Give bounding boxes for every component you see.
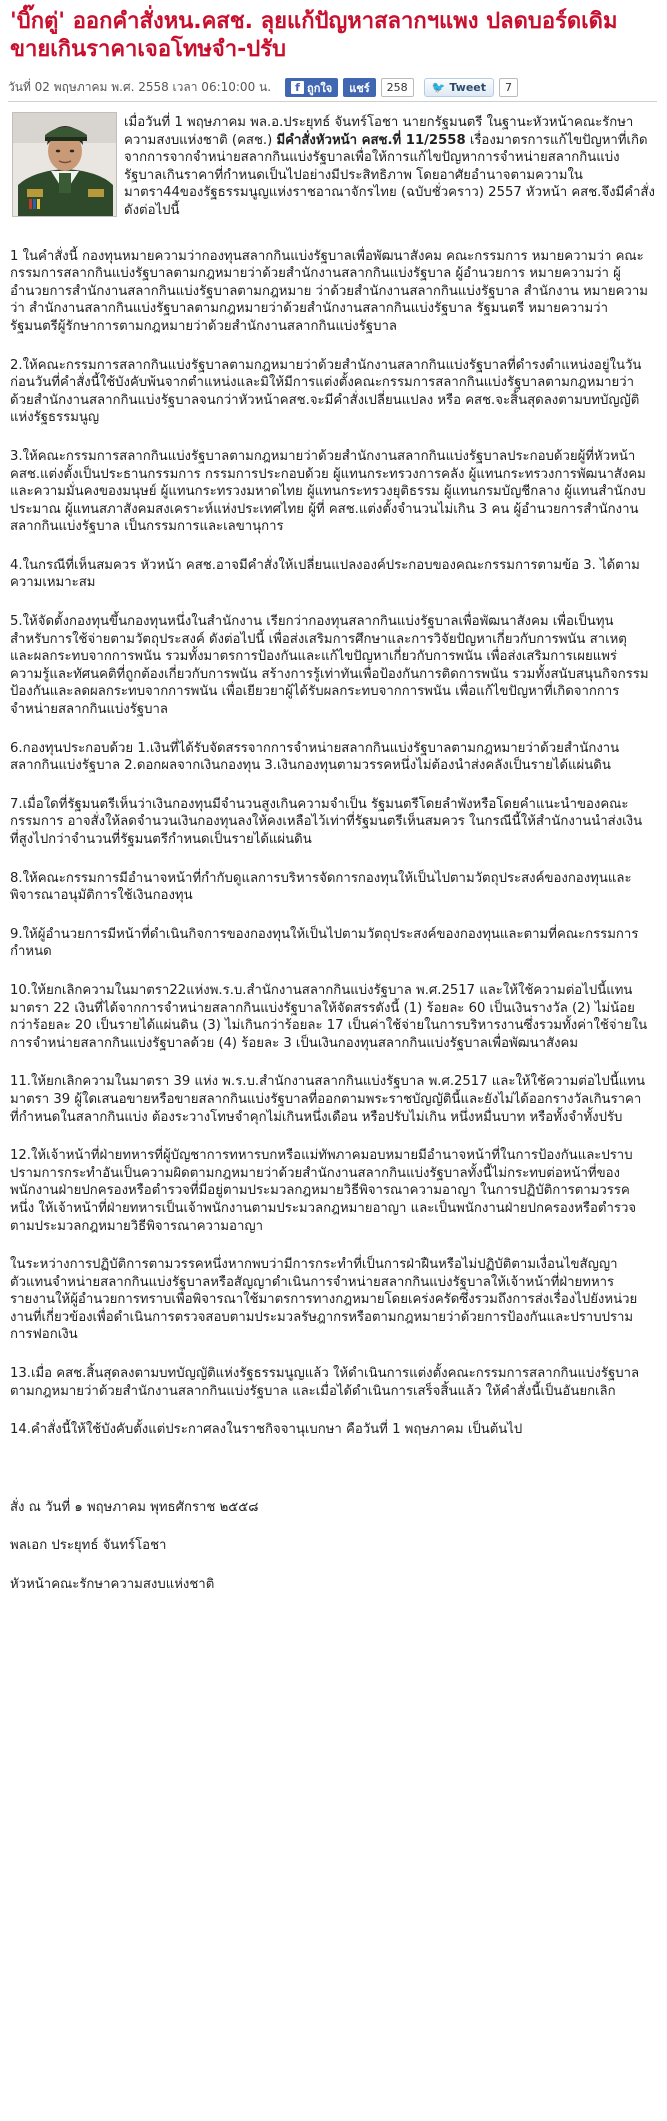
clause-3: 3.ให้คณะกรรมการสลากกินแบ่งรัฐบาลตามกฎหมายว่าด้วยสำนักงานสลากกินแบ่งรัฐบาลประกอบด้วยผู้ที่หัวหน้าคสช.แต่งตั้งเป็นประธานกรรมการ กรรมการประกอบด้วย ผู้แทนกระทรวงการคลัง ผู้แทนกระทรวงการพัฒนาสังคมและความมั่นคงของมนุษย์ ผู้แทนกระทรวงมหาดไทย ผู้แทนกระทรวงยุติธรรม ผู้แทนกรมบัญชีกลาง ผู้แทนสำนักงบประมาณ ผู้แทนสภาสังคมสงเคราะห์แห่งประเทศไทย ผู้ที่ คสช.แต่งตั้งจำนวนไม่เกิน 3 คน ผู้อำนวยการสำนักงานสลากกินแบ่งรัฐบาล เป็นกรรมการและเลขานุการ: [10, 448, 646, 535]
facebook-share-group: [285, 78, 414, 97]
clause-1: 1 ในคำสั่งนี้ กองทุนหมายความว่ากองทุนสลากกินแบ่งรัฐบาลเพื่อพัฒนาสังคม คณะกรรมการ หมายความว่า คณะกรรมการสลากกินแบ่งรัฐบาลตามกฎหมายว่าด้วยสำนักงานสลากกินแบ่งรัฐบาล ผู้อำนวยการ หมายความว่า ผู้อำนวยการสำนักงานสลากกินแบ่งรัฐบาลตามกฎหมาย ว่าด้วยสำนักงานสลากกินแบ่งรัฐบาล สำนักงาน หมายความว่า สำนักงานสลากกินแบ่งรัฐบาลตามกฎหมายว่าด้วยสำนักงานสลากกินแบ่งรัฐบาล รัฐมนตรี หมายความว่า รัฐมนตรีผู้รักษาการตามกฎหมายว่าด้วยสำนักงานสลากกินแบ่งรัฐบาล: [10, 248, 648, 334]
clause-12: 12.ให้เจ้าหน้าที่ฝ่ายทหารที่ผู้บัญชาการทหารบกหรือแม่ทัพภาคมอบหมายมีอำนาจหน้าที่ในการป้องกันและปราบปรามการกระทำอันเป็นความผิดตามกฎหมายว่าด้วยสำนักงานสลากกินแบ่งรัฐบาลทั้งนี้ไม่กระทบต่อหน้าที่ของพนักงานฝ่ายปกครองหรือตำรวจที่มีอยู่ตามประมวลกฎหมายวิธีพิจารณาความอาญา ในการปฏิบัติการตามวรรคหนึ่ง ให้เจ้าหน้าที่ฝ่ายทหารเป็นเจ้าพนักงานตามประมวลกฎหมายอาญา และเป็นพนักงานฝ่ายปกครองหรือตำรวจตามประมวลกฎหมายวิธีพิจารณาความอาญา: [10, 1148, 637, 1234]
facebook-share-button[interactable]: แชร์: [343, 78, 375, 97]
facebook-like-label: ถูกใจ: [307, 81, 333, 95]
facebook-icon: f: [291, 81, 304, 94]
article-photo: [12, 112, 117, 217]
clause-9: 9.ให้ผู้อำนวยการมีหน้าที่ดำเนินกิจการของกองทุนให้เป็นไปตามวัตถุประสงค์ของกองทุนและตามที่คณะกรรมการกำหนด: [10, 926, 639, 960]
tweet-count: 7: [499, 78, 518, 97]
clause-11: 11.ให้ยกเลิกความในมาตรา 39 แห่ง พ.ร.บ.สำนักงานสลากกินแบ่งรัฐบาล พ.ศ.2517 และให้ใช้ความต่อไปนี้แทน มาตรา 39 ผู้ใดเสนอขายหรือขายสลากกินแบ่งรัฐบาลที่ออกตามพระราชบัญญัตินี้และยังไม่ได้ออกรางวัลเกินราคาที่กำหนดในสลากกินแบ่ง ต้องระวางโทษจำคุกไม่เกินหนึ่งเดือน หรือปรับไม่เกิน หนึ่งหมื่นบาท หรือทั้งจำทั้งปรับ: [10, 1074, 646, 1125]
lead-text-rest: เรื่องมาตรการแก้ไขปัญหาที่เกิดจากการจากจำหน่ายสลากกินแบ่งรัฐบาลเพื่อให้การแก้ไขปัญหาการจำหน่ายสลากกินแบ่งรัฐบาลเกินราคาที่กำหนดเป็นไปอย่างมีประสิทธิภาพ โดยอาศัยอำนาจตามความในมาตรา44ของรัฐธรรมนูญแห่งราชอาณาจักรไทย (ฉบับชั่วคราว) 2557 หัวหน้า คสช.จึงมีคำสั่ง ดังต่อไปนี้: [124, 132, 655, 218]
signature-title: หัวหน้าคณะรักษาความสงบแห่งชาติ: [10, 1577, 215, 1593]
article-lead: [124, 112, 657, 220]
clause-4: 4.ในกรณีที่เห็นสมควร หัวหน้า คสช.อาจมีคำสั่งให้เปลี่ยนแปลงองค์ประกอบของคณะกรรมการตามข้อ 3. ได้ตามความเหมาะสม: [10, 557, 640, 591]
clause-7: 7.เมื่อใดที่รัฐมนตรีเห็นว่าเงินกองทุนมีจำนวนสูงเกินความจำเป็น รัฐมนตรีโดยลำพังหรือโดยคำแนะนำของคณะกรรมการ อาจสั่งให้ลดจำนวนเงินกองทุนลงให้คงเหลือไว้เท่าที่รัฐมนตรีเห็นสมควร ในกรณีนี้ให้สำนักงานนำส่งเงินที่สูงไปกว่าจำนวนที่รัฐมนตรีกำหนดเป็นรายได้แผ่นดิน: [10, 796, 643, 847]
publish-date: วันที่ 02 พฤษภาคม พ.ศ. 2558 เวลา 06:10:00 น.: [8, 80, 272, 94]
clause-13: 13.เมื่อ คสช.สิ้นสุดลงตามบทบัญญัติแห่งรัฐธรรมนูญแล้ว ให้ดำเนินการแต่งตั้งคณะกรรมการสลากกินแบ่งรัฐบาลตามกฎหมายว่าด้วยสำนักงานสลากกินแบ่งรัฐบาล และเมื่อได้ดำเนินการเสร็จสิ้นแล้ว ให้คำสั่งนี้เป็นอันยกเลิก: [10, 1366, 640, 1399]
lead-order-number: มีคำสั่งหัวหน้า คสช.ที่ 11/2558: [276, 132, 466, 148]
lead-text: เมื่อวันที่ 1 พฤษภาคม พล.อ.ประยุทธ์ จันทร์โอชา นายกรัฐมนตรี ในฐานะหัวหน้าคณะรักษาความสงบแห่งชาติ (คสช.): [124, 115, 634, 148]
clause-14: 14.คำสั่งนี้ให้ใช้บังคับตั้งแต่ประกาศลงในราชกิจจานุเบกษา คือวันที่ 1 พฤษภาคม เป็นต้นไป: [10, 1422, 523, 1438]
signature-block: [10, 1499, 657, 1594]
article-body: [10, 112, 657, 1594]
article-headline: 'บิ๊กตู่' ออกคำสั่งหน.คสช. ลุยแก้ปัญหาสลากฯแพง ปลดบอร์ดเดิม ขายเกินราคาเจอโทษจำ-ปรับ: [10, 9, 618, 62]
clause-5: 5.ให้จัดตั้งกองทุนขึ้นกองทุนหนึ่งในสำนักงาน เรียกว่ากองทุนสลากกินแบ่งรัฐบาลเพื่อพัฒนาสังคม เพื่อเป็นทุนสำหรับการใช้จ่ายตามวัตถุประสงค์ ดังต่อไปนี้ เพื่อส่งเสริมการศึกษาและการวิจัยปัญหาเกี่ยวกับการพนัน สาเหตุและผลกระทบจากการพนัน รวมทั้งมาตรการป้องกันและแก้ไขปัญหาเกี่ยวกับการพนัน เพื่อส่งเสริมการเผยแพร่ความรู้และทัศนคติที่ถูกต้องเกี่ยวกับการพนัน สร้างการรู้เท่าทันเพื่อป้องกันการติดการพนัน รวมทั้งสนับสนุนกิจกรรมป้องกันและลดผลกระทบจากการพนัน เพื่อเยียวยาผู้ได้รับผลกระทบจากการพนัน เพื่อแก้ไขปัญหาที่เกิดจากการจำหน่ายสลากกินแบ่งรัฐบาล: [10, 614, 649, 718]
portrait-image: [13, 113, 117, 217]
clause-2: 2.ให้คณะกรรมการสลากกินแบ่งรัฐบาลตามกฎหมายว่าด้วยสำนักงานสลากกินแบ่งรัฐบาลที่ดำรงตำแหน่งอยู่ในวันก่อนวันที่คำสั่งนี้ใช้บังคับพ้นจากตำแหน่งและมิให้มีการแต่งตั้งคณะกรรมการสลากกินแบ่งรัฐบาลตามกฎหมายว่าด้วยสำนักงานสลากกินแบ่งรัฐบาลจนกว่าหัวหน้าคสช.จะมีคำสั่งเปลี่ยนแปลง หรือ คสช.จะสิ้นสุดลงตามบทบัญญัติแห่งรัฐธรรมนูญ: [10, 357, 642, 426]
clause-12-paragraph-2: ในระหว่างการปฏิบัติการตามวรรคหนึ่งหากพบว่ามีการกระทำที่เป็นการฝ่าฝืนหรือไม่ปฏิบัติตามเงื่อนไขสัญญาตัวแทนจำหน่ายสลากกินแบ่งรัฐบาลหรือสัญญาดำเนินการจำหน่ายสลากกินแบ่งรัฐบาลให้เจ้าหน้าที่ฝ่ายทหารรายงานให้ผู้อำนวยการทราบเพื่อพิจารณาใช้มาตรการทางกฎหมายโดยเคร่งครัดซึ่งรวมถึงการส่งเรื่องไปยังหน่วยงานที่เกี่ยวข้องเพื่อดำเนินการตรวจสอบตามประมวลรัษฎากรหรือตามกฎหมายว่าด้วยการป้องกันและปราบปรามการฟอกเงิน: [10, 1257, 638, 1343]
signature-date: สั่ง ณ วันที่ ๑ พฤษภาคม พุทธศักราช ๒๕๕๘: [10, 1499, 259, 1515]
clause-8: 8.ให้คณะกรรมการมีอำนาจหน้าที่กำกับดูแลการบริหารจัดการกองทุนให้เป็นไปตามวัตถุประสงค์ของกองทุนและพิจารณาอนุมัติการใช้เงินกองทุน: [10, 870, 632, 904]
tweet-label: Tweet: [449, 81, 486, 94]
share-count: 258: [381, 78, 414, 97]
article-meta-bar: [8, 74, 657, 102]
clause-10: 10.ให้ยกเลิกความในมาตรา22แห่งพ.ร.บ.สำนักงานสลากกินแบ่งรัฐบาล พ.ศ.2517 และให้ใช้ความต่อไปนี้แทน มาตรา 22 เงินที่ได้จากการจำหน่ายสลากกินแบ่งรัฐบาลให้จัดสรรดังนี้ (1) ร้อยละ 60 เป็นเงินรางวัล (2) ไม่น้อยกว่าร้อยละ 20 เป็นรายได้แผ่นดิน (3) ไม่เกินกว่าร้อยละ 17 เป็นค่าใช้จ่ายในการบริหารงานซึ่งรวมทั้งค่าใช้จ่ายในการจำหน่ายสลากกินแบ่งรัฐบาลด้วย (4) ร้อยละ 3 เป็นเงินกองทุนสลากกินแบ่งรัฐบาลเพื่อพัฒนาสังคม: [10, 982, 648, 1051]
order-clauses: [10, 248, 657, 1439]
twitter-bird-icon: 🐦: [431, 81, 446, 94]
tweet-button[interactable]: [424, 78, 494, 97]
facebook-like-button[interactable]: [285, 78, 338, 97]
signature-name: พลเอก ประยุทธ์ จันทร์โอชา: [10, 1538, 167, 1554]
clause-6: 6.กองทุนประกอบด้วย 1.เงินที่ได้รับจัดสรรจากการจำหน่ายสลากกินแบ่งรัฐบาลตามกฎหมายว่าด้วยสำนักงานสลากกินแบ่งรัฐบาล 2.ดอกผลจากเงินกองทุน 3.เงินกองทุนตามวรรคหนึ่งไม่ต้องนำส่งคลังเป็นรายได้แผ่นดิน: [10, 740, 620, 774]
